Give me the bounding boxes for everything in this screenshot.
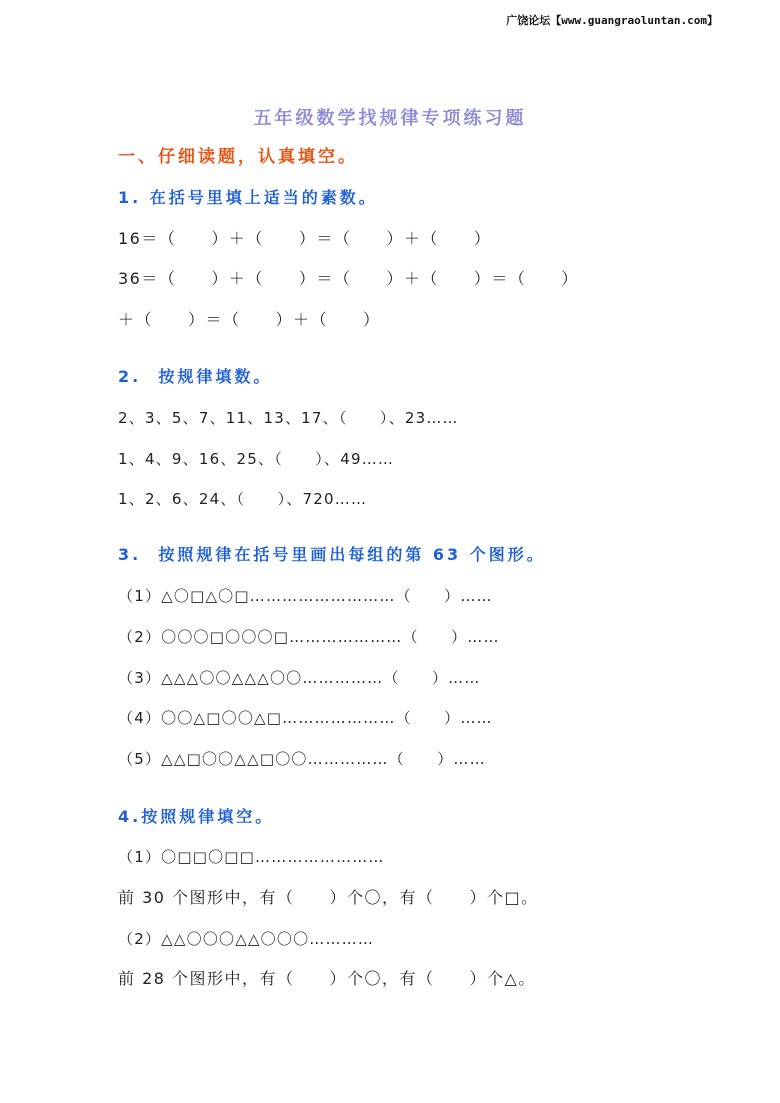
- question-3-item-1: （1）△〇□△〇□………………………（ ）……: [118, 587, 493, 605]
- site-watermark: 广饶论坛【www.guangraoluntan.com】: [506, 14, 718, 27]
- question-4-pattern-1: （1）〇□□〇□□……………………: [118, 848, 385, 866]
- question-2-line-1: 2、3、5、7、11、13、17、（ ）、23……: [118, 409, 459, 427]
- question-3-item-2: （2）〇〇〇□〇〇〇□…………………（ ）……: [118, 628, 500, 646]
- question-3-item-4: （4）〇〇△□〇〇△□…………………（ ）……: [118, 709, 493, 727]
- question-2-line-2: 1、4、9、16、25、（ ）、49……: [118, 450, 395, 468]
- question-1-line-3: ＋（ ）＝（ ）＋（ ）: [118, 310, 381, 329]
- section-heading: 一、仔细读题，认真填空。: [118, 147, 358, 167]
- question-2-heading: 2. 按规律填数。: [118, 367, 273, 386]
- question-4-pattern-2: （2）△△〇〇〇△△〇〇〇…………: [118, 930, 375, 948]
- question-1-line-2: 36＝（ ）＋（ ）＝（ ）＋（ ）＝（ ）: [118, 269, 579, 288]
- question-2-line-3: 1、2、6、24、（ ）、720……: [118, 490, 368, 508]
- page-title: 五年级数学找规律专项练习题: [253, 108, 527, 129]
- question-1-heading: 1. 在括号里填上适当的素数。: [118, 188, 378, 207]
- question-4-prompt-2: 前 28 个图形中，有（ ）个〇，有（ ）个△。: [118, 969, 536, 988]
- question-3-item-3: （3）△△△〇〇△△△〇〇……………（ ）……: [118, 669, 481, 687]
- question-1-line-1: 16＝（ ）＋（ ）＝（ ）＋（ ）: [118, 229, 492, 248]
- question-4-prompt-1: 前 30 个图形中，有（ ）个〇，有（ ）个□。: [118, 888, 539, 907]
- question-3-item-5: （5）△△□〇〇△△□〇〇……………（ ）……: [118, 750, 486, 768]
- question-4-heading: 4.按照规律填空。: [118, 807, 275, 826]
- question-3-heading: 3. 按照规律在括号里画出每组的第 63 个图形。: [118, 545, 546, 564]
